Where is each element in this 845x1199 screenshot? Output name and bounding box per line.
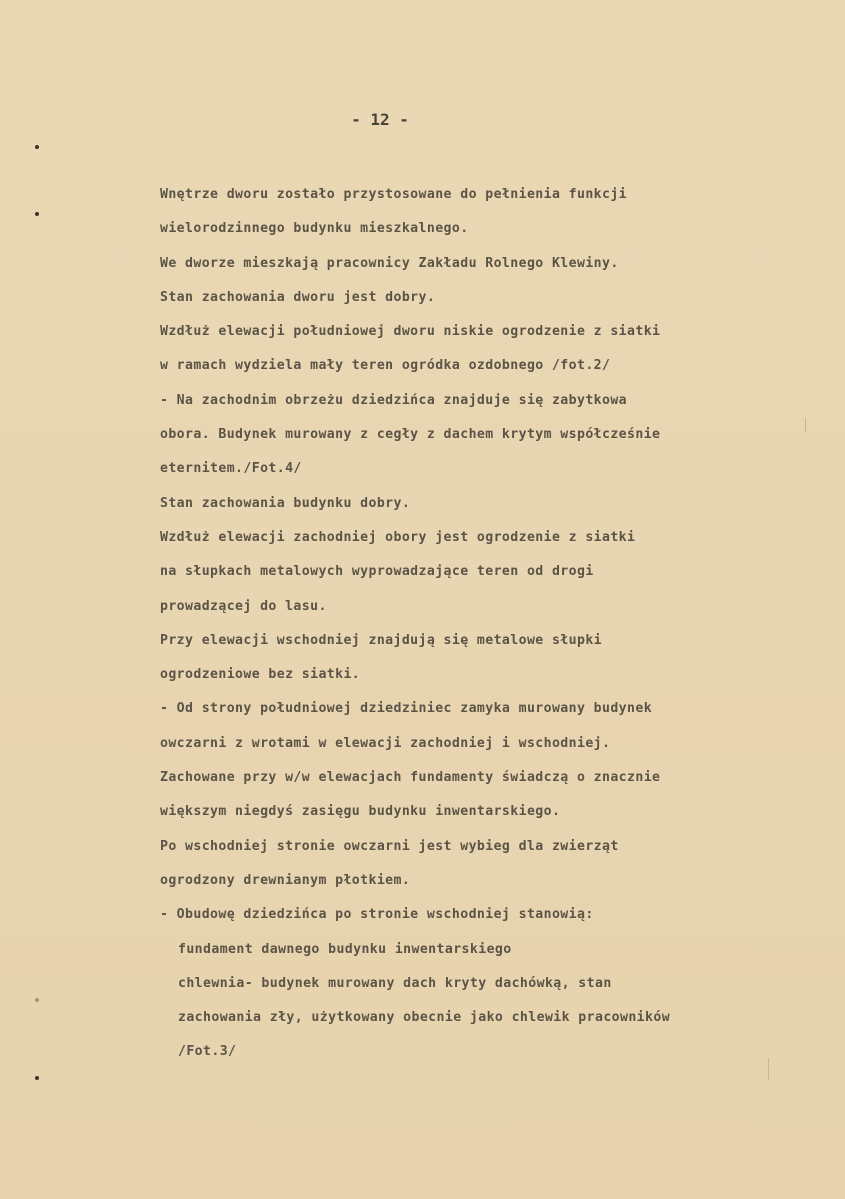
- text-line: Wzdłuż elewacji zachodniej obory jest ogrodzenie z siatki: [160, 529, 636, 545]
- text-line: zachowania zły, użytkowany obecnie jako chlewik pracowników: [178, 1010, 671, 1026]
- punch-hole-mark: [35, 145, 39, 149]
- text-line: Wnętrze dworu zostało przystosowane do pełnienia funkcji: [160, 187, 628, 202]
- text-line: na słupkach metalowych wyprowadzające teren od drogi: [160, 564, 594, 580]
- punch-hole-mark: [35, 212, 39, 216]
- text-line: chlewnia- budynek murowany dach kryty dachówką, stan: [178, 975, 612, 991]
- text-line: - Obudowę dziedzińca po stronie wschodniej stanowią:: [160, 907, 594, 923]
- text-line: Przy elewacji wschodniej znajdują się metalowe słupki: [160, 632, 602, 648]
- text-line: /Fot.3/: [178, 1044, 237, 1060]
- text-line: w ramach wydziela mały teren ogródka ozdobnego /fot.2/: [160, 358, 611, 374]
- text-line: większym niegdyś zasięgu budynku inwentarskiego.: [160, 804, 561, 820]
- text-line: - Na zachodnim obrzeżu dziedzińca znajduje się zabytkowa: [160, 392, 628, 408]
- text-line: fundament dawnego budynku inwentarskiego: [178, 941, 512, 957]
- text-line: wielorodzinnego budynku mieszkalnego.: [160, 221, 469, 237]
- punch-hole-mark: [35, 998, 39, 1002]
- text-line: eternitem./Fot.4/: [160, 461, 302, 477]
- text-line: We dworze mieszkają pracownicy Zakładu Rolnego Klewiny.: [160, 255, 619, 271]
- text-line: Wzdłuż elewacji południowej dworu niskie ogrodzenie z siatki: [160, 324, 661, 340]
- text-line: Po wschodniej stronie owczarni jest wybieg dla zwierząt: [160, 838, 619, 854]
- document-body: [160, 178, 820, 1070]
- page-number: - 12 -: [351, 110, 409, 129]
- text-line: - Od strony południowej dziedziniec zamyka murowany budynek: [160, 701, 653, 717]
- text-line: prowadzącej do lasu.: [160, 598, 327, 614]
- punch-hole-mark: [35, 1076, 39, 1080]
- text-line: obora. Budynek murowany z cegły z dachem krytym współcześnie: [160, 427, 661, 443]
- text-line: ogrodzeniowe bez siatki.: [160, 667, 361, 683]
- text-line: Stan zachowania dworu jest dobry.: [160, 289, 436, 305]
- text-line: Zachowane przy w/w elewacjach fundamenty świadczą o znacznie: [160, 770, 661, 786]
- text-line: ogrodzony drewnianym płotkiem.: [160, 872, 411, 888]
- text-line: Stan zachowania budynku dobry.: [160, 495, 411, 511]
- text-line: owczarni z wrotami w elewacji zachodniej i wschodniej.: [160, 735, 611, 751]
